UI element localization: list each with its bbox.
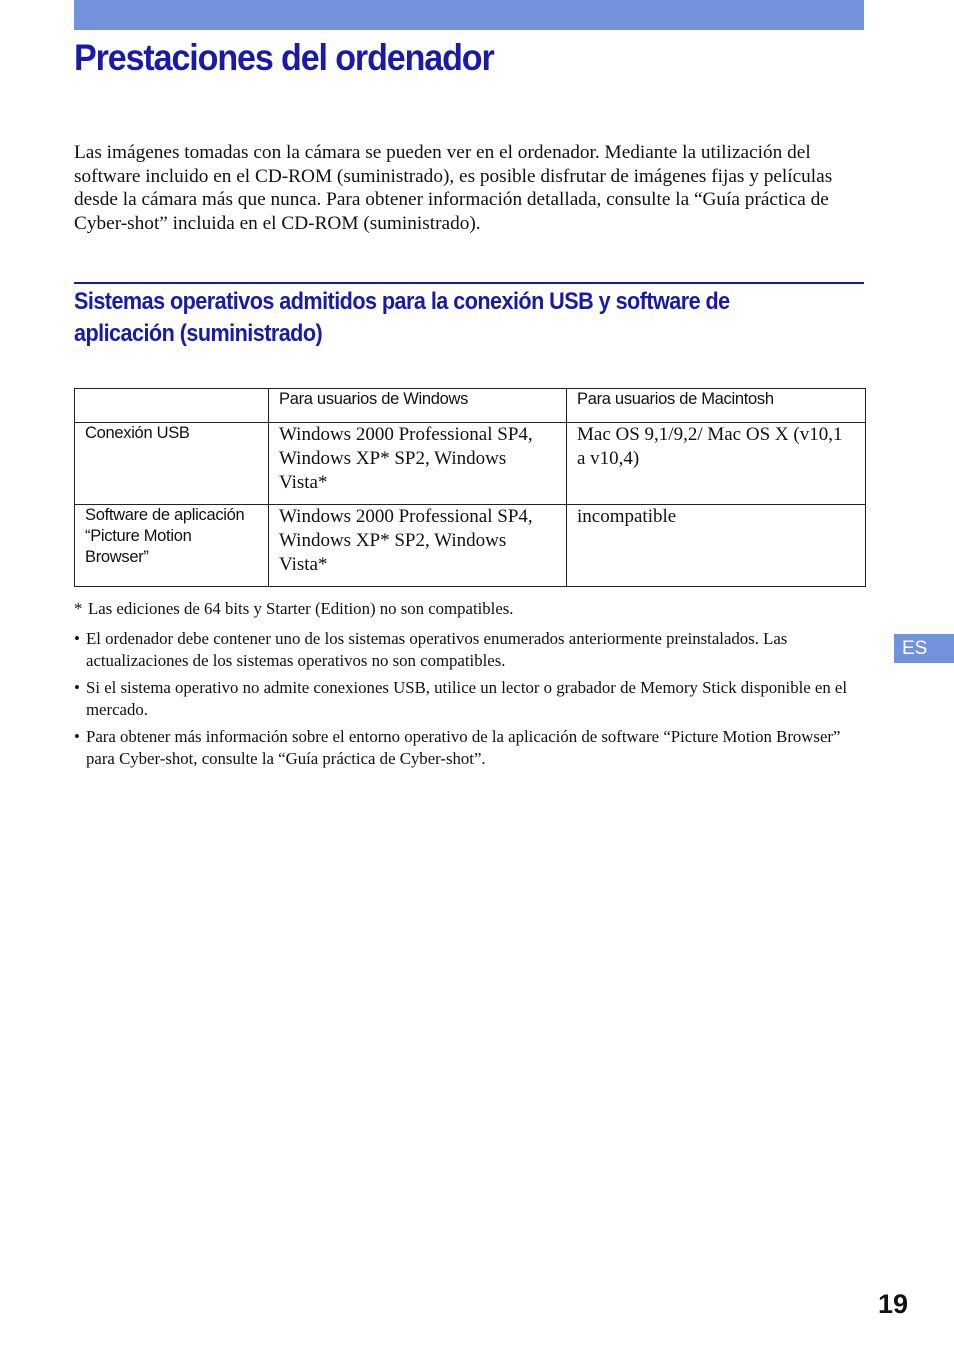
notes-section <box>74 598 864 775</box>
section-divider <box>74 282 864 284</box>
list-item-text: El ordenador debe contener uno de los sistemas operativos enumerados anteriormente preinstalados. Las actualizaciones de los sistemas operativos no son compatibles. <box>86 629 788 670</box>
list-item <box>74 628 864 672</box>
asterisk-mark: * <box>74 599 83 618</box>
list-item <box>74 726 864 770</box>
row-label-software: Software de aplicación “Picture Motion Browser” <box>75 505 269 587</box>
bullet-mark: • <box>74 678 80 697</box>
page-title: Prestaciones del ordenador <box>74 37 494 78</box>
language-tab: ES <box>894 634 954 663</box>
page-number: 19 <box>877 1289 908 1319</box>
list-item <box>74 677 864 721</box>
cell-usb-windows: Windows 2000 Professional SP4, Windows XP* SP2, Windows Vista* <box>269 423 567 505</box>
table-row <box>75 505 866 587</box>
asterisk-footnote-text: Las ediciones de 64 bits y Starter (Edition) no son compatibles. <box>88 599 514 618</box>
intro-paragraph: Las imágenes tomadas con la cámara se pueden ver en el ordenador. Mediante la utilización del software incluido en el CD-ROM (suministrado), es posible disfrutar de imágenes fijas y películas desde la cámara más que nunca. Para obtener información detallada, consulte la “Guía práctica de Cyber-shot” incluida en el CD-ROM (suministrado). <box>74 142 833 235</box>
bullet-mark: • <box>74 727 80 746</box>
cell-usb-mac: Mac OS 9,1/9,2/ Mac OS X (v10,1 a v10,4) <box>567 423 866 505</box>
compatibility-table <box>74 388 866 587</box>
table-header-macintosh: Para usuarios de Macintosh <box>567 389 866 423</box>
cell-software-mac: incompatible <box>567 505 866 587</box>
notes-list <box>74 628 864 770</box>
list-item-text: Si el sistema operativo no admite conexiones USB, utilice un lector o grabador de Memory Stick disponible en el mercado. <box>86 678 848 719</box>
section-heading: Sistemas operativos admitidos para la conexión USB y software de aplicación (suministrado) <box>74 288 730 347</box>
table-header-row <box>75 389 866 423</box>
table-header-cell-empty <box>75 389 269 423</box>
table-row <box>75 423 866 505</box>
table-header-windows: Para usuarios de Windows <box>269 389 567 423</box>
row-label-usb: Conexión USB <box>75 423 269 505</box>
bullet-mark: • <box>74 629 80 648</box>
header-accent-bar <box>74 0 864 30</box>
asterisk-footnote <box>74 598 864 620</box>
list-item-text: Para obtener más información sobre el entorno operativo de la aplicación de software “Picture Motion Browser” para Cyber-shot, consulte la “Guía práctica de Cyber-shot”. <box>86 727 841 768</box>
cell-software-windows: Windows 2000 Professional SP4, Windows XP* SP2, Windows Vista* <box>269 505 567 587</box>
